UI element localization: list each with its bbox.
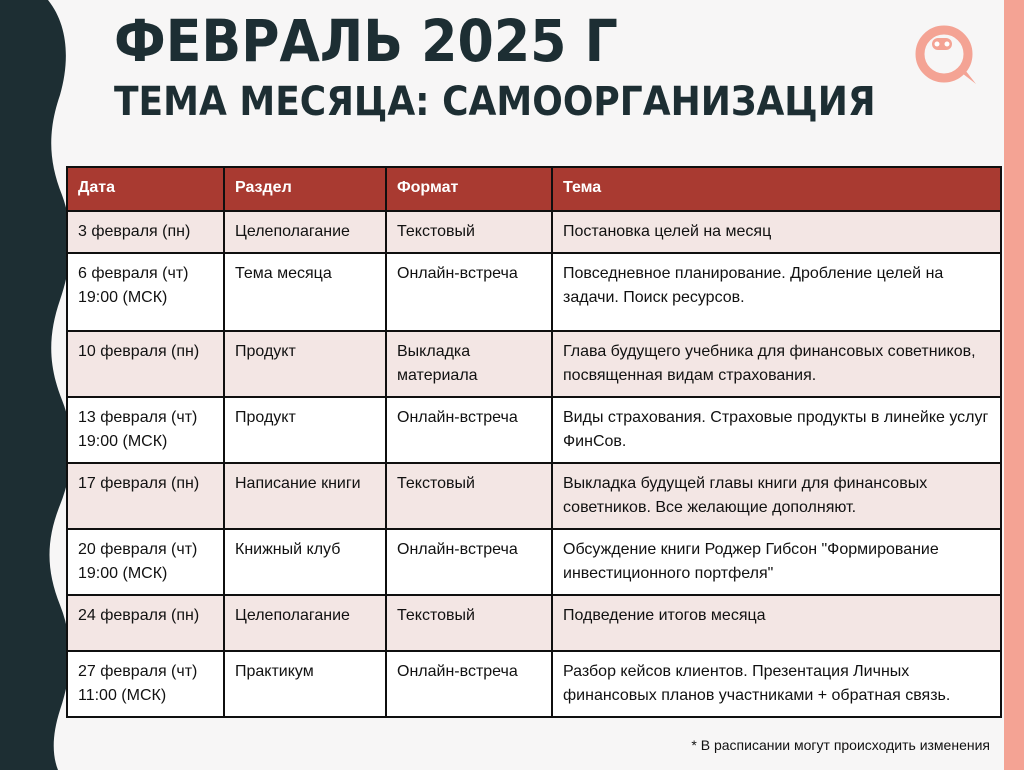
section-cell: Книжный клуб (224, 529, 386, 595)
page-title: ФЕВРАЛЬ 2025 Г (114, 7, 618, 75)
time-text: 19:00 (МСК) (78, 289, 168, 306)
table-row (67, 331, 1001, 397)
date-text: 6 февраля (чт) (78, 265, 189, 282)
date-text: 3 февраля (пн) (78, 223, 191, 240)
section-cell: Целеполагание (224, 595, 386, 651)
date-cell (67, 397, 224, 463)
schedule-change-footnote: * В расписании могут происходить изменения (691, 737, 990, 753)
section-cell: Практикум (224, 651, 386, 717)
date-cell (67, 211, 224, 253)
date-text: 13 февраля (чт) (78, 409, 198, 426)
column-header-topic: Тема (552, 167, 1001, 211)
date-text: 17 февраля (пн) (78, 475, 200, 492)
table-row (67, 529, 1001, 595)
date-cell (67, 529, 224, 595)
format-cell: Текстовый (386, 211, 552, 253)
date-text: 24 февраля (пн) (78, 607, 200, 624)
topic-cell: Выкладка будущей главы книги для финансовых советников. Все желающие дополняют. (552, 463, 1001, 529)
chat-bubble-logo-icon (914, 22, 980, 88)
format-cell: Онлайн-встреча (386, 529, 552, 595)
date-cell (67, 331, 224, 397)
format-cell: Онлайн-встреча (386, 397, 552, 463)
table-row (67, 651, 1001, 717)
table-row (67, 211, 1001, 253)
section-cell: Тема месяца (224, 253, 386, 331)
format-cell: Онлайн-встреча (386, 253, 552, 331)
page-subtitle: ТЕМА МЕСЯЦА: САМООРГАНИЗАЦИЯ (114, 79, 876, 125)
table-row (67, 595, 1001, 651)
date-cell (67, 595, 224, 651)
column-header-format: Формат (386, 167, 552, 211)
date-text: 10 февраля (пн) (78, 343, 200, 360)
date-text: 27 февраля (чт) (78, 663, 198, 680)
table-row (67, 397, 1001, 463)
format-cell: Онлайн-встреча (386, 651, 552, 717)
topic-cell: Подведение итогов месяца (552, 595, 1001, 651)
format-cell: Выкладка материала (386, 331, 552, 397)
section-cell: Написание книги (224, 463, 386, 529)
column-header-section: Раздел (224, 167, 386, 211)
date-cell (67, 463, 224, 529)
table-row (67, 253, 1001, 331)
time-text: 19:00 (МСК) (78, 565, 168, 582)
topic-cell: Разбор кейсов клиентов. Презентация Личных финансовых планов участниками + обратная связь. (552, 651, 1001, 717)
format-cell: Текстовый (386, 463, 552, 529)
date-cell (67, 253, 224, 331)
date-cell (67, 651, 224, 717)
section-cell: Продукт (224, 331, 386, 397)
topic-cell: Постановка целей на месяц (552, 211, 1001, 253)
topic-cell: Глава будущего учебника для финансовых советников, посвященная видам страхования. (552, 331, 1001, 397)
format-cell: Текстовый (386, 595, 552, 651)
column-header-date: Дата (67, 167, 224, 211)
section-cell: Продукт (224, 397, 386, 463)
topic-cell: Обсуждение книги Роджер Гибсон "Формирование инвестиционного портфеля" (552, 529, 1001, 595)
table-header-row (67, 167, 1001, 211)
table-row (67, 463, 1001, 529)
time-text: 11:00 (МСК) (78, 687, 167, 704)
topic-cell: Повседневное планирование. Дробление целей на задачи. Поиск ресурсов. (552, 253, 1001, 331)
right-accent-stripe (1004, 0, 1024, 770)
section-cell: Целеполагание (224, 211, 386, 253)
date-text: 20 февраля (чт) (78, 541, 198, 558)
schedule-table (66, 166, 1002, 718)
topic-cell: Виды страхования. Страховые продукты в линейке услуг ФинСов. (552, 397, 1001, 463)
time-text: 19:00 (МСК) (78, 433, 168, 450)
